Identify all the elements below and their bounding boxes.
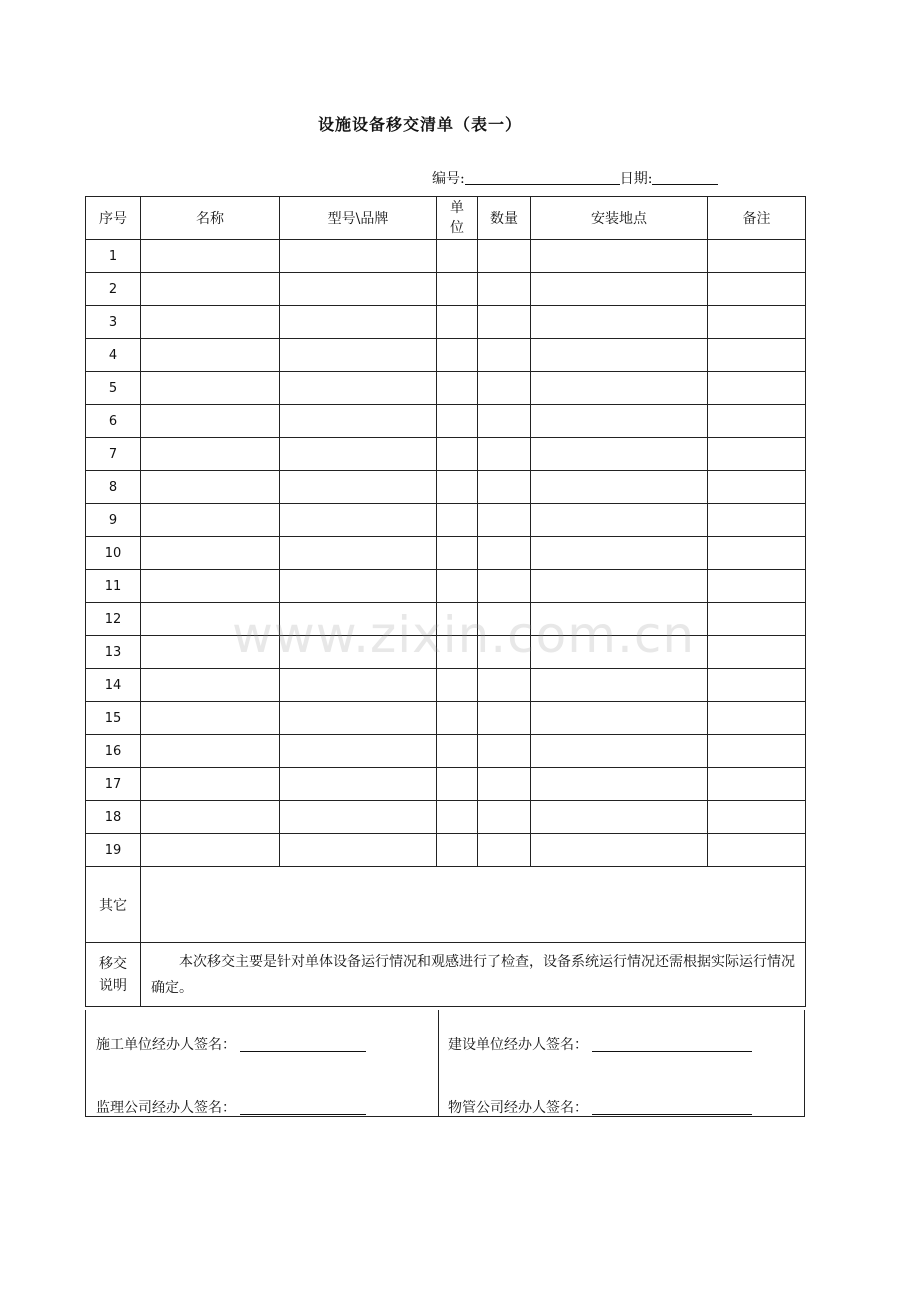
table-cell[interactable] xyxy=(280,372,437,405)
table-cell[interactable] xyxy=(708,471,806,504)
row-index: 1 xyxy=(86,240,141,273)
number-field[interactable] xyxy=(465,170,620,185)
table-cell[interactable] xyxy=(531,570,708,603)
table-cell[interactable] xyxy=(141,735,280,768)
table-cell[interactable] xyxy=(531,636,708,669)
table-row xyxy=(86,405,806,438)
table-cell[interactable] xyxy=(531,603,708,636)
table-cell[interactable] xyxy=(478,537,531,570)
table-cell[interactable] xyxy=(708,372,806,405)
row-index: 11 xyxy=(86,570,141,603)
table-cell[interactable] xyxy=(708,273,806,306)
table-cell[interactable] xyxy=(478,768,531,801)
row-index: 5 xyxy=(86,372,141,405)
table-row xyxy=(86,537,806,570)
construction-signature: 施工单位经办人签名： xyxy=(96,1034,366,1054)
table-cell[interactable] xyxy=(708,801,806,834)
table-cell[interactable] xyxy=(531,504,708,537)
supervisor-signature: 监理公司经办人签名： xyxy=(96,1097,366,1117)
description-text: 本次移交主要是针对单体设备运行情况和观感进行了检查，设备系统运行情况还需根据实际运行情况确定。 xyxy=(141,943,806,1007)
table-cell[interactable] xyxy=(437,669,478,702)
table-cell[interactable] xyxy=(531,768,708,801)
header-name: 名称 xyxy=(141,197,280,240)
table-cell[interactable] xyxy=(708,834,806,867)
table-cell[interactable] xyxy=(708,306,806,339)
table-cell[interactable] xyxy=(478,801,531,834)
header-location: 安装地点 xyxy=(531,197,708,240)
table-cell[interactable] xyxy=(437,537,478,570)
table-cell[interactable] xyxy=(531,801,708,834)
table-cell[interactable] xyxy=(708,735,806,768)
table-cell[interactable] xyxy=(141,306,280,339)
table-cell[interactable] xyxy=(437,438,478,471)
table-cell[interactable] xyxy=(280,603,437,636)
table-cell[interactable] xyxy=(437,768,478,801)
table-cell[interactable] xyxy=(437,570,478,603)
table-cell[interactable] xyxy=(708,768,806,801)
table-row xyxy=(86,570,806,603)
table-cell[interactable] xyxy=(531,438,708,471)
row-index: 3 xyxy=(86,306,141,339)
table-row xyxy=(86,768,806,801)
table-cell[interactable] xyxy=(531,273,708,306)
signature-section xyxy=(85,1010,805,1117)
table-cell[interactable] xyxy=(280,240,437,273)
table-row xyxy=(86,603,806,636)
row-index: 8 xyxy=(86,471,141,504)
other-label: 其它 xyxy=(86,867,141,943)
table-cell[interactable] xyxy=(478,669,531,702)
table-cell[interactable] xyxy=(478,504,531,537)
table-cell[interactable] xyxy=(708,702,806,735)
table-cell[interactable] xyxy=(280,834,437,867)
table-cell[interactable] xyxy=(531,306,708,339)
table-cell[interactable] xyxy=(280,339,437,372)
row-index: 9 xyxy=(86,504,141,537)
table-cell[interactable] xyxy=(437,636,478,669)
table-cell[interactable] xyxy=(141,438,280,471)
property-signature-line[interactable] xyxy=(592,1100,752,1115)
row-index: 7 xyxy=(86,438,141,471)
row-index: 12 xyxy=(86,603,141,636)
table-cell[interactable] xyxy=(141,504,280,537)
table-cell[interactable] xyxy=(141,768,280,801)
builder-signature: 建设单位经办人签名： xyxy=(448,1034,752,1054)
table-cell[interactable] xyxy=(437,504,478,537)
header-remarks: 备注 xyxy=(708,197,806,240)
signature-divider xyxy=(438,1010,439,1116)
other-field[interactable] xyxy=(141,867,806,943)
table-row xyxy=(86,669,806,702)
header-unit: 单 位 xyxy=(437,197,478,240)
table-cell[interactable] xyxy=(437,801,478,834)
table-row xyxy=(86,636,806,669)
table-row xyxy=(86,339,806,372)
table-cell[interactable] xyxy=(478,735,531,768)
table-cell[interactable] xyxy=(141,273,280,306)
table-row xyxy=(86,306,806,339)
table-cell[interactable] xyxy=(708,405,806,438)
table-cell[interactable] xyxy=(280,306,437,339)
table-cell[interactable] xyxy=(531,702,708,735)
table-row xyxy=(86,438,806,471)
header-quantity: 数量 xyxy=(478,197,531,240)
table-cell[interactable] xyxy=(478,438,531,471)
table-cell[interactable] xyxy=(478,570,531,603)
table-row xyxy=(86,735,806,768)
table-cell[interactable] xyxy=(141,372,280,405)
table-cell[interactable] xyxy=(437,702,478,735)
table-cell[interactable] xyxy=(437,834,478,867)
row-index: 15 xyxy=(86,702,141,735)
row-index: 19 xyxy=(86,834,141,867)
description-row xyxy=(86,943,806,1007)
table-cell[interactable] xyxy=(531,834,708,867)
table-cell[interactable] xyxy=(141,801,280,834)
table-cell[interactable] xyxy=(141,834,280,867)
table-header xyxy=(86,197,806,240)
number-label: 编号: xyxy=(432,171,465,187)
table-cell[interactable] xyxy=(141,669,280,702)
description-label: 移交 说明 xyxy=(86,943,141,1007)
table-cell[interactable] xyxy=(280,471,437,504)
table-cell[interactable] xyxy=(280,273,437,306)
table-cell[interactable] xyxy=(437,405,478,438)
table-cell[interactable] xyxy=(437,306,478,339)
table-cell[interactable] xyxy=(437,339,478,372)
row-index: 2 xyxy=(86,273,141,306)
table-cell[interactable] xyxy=(478,405,531,438)
table-cell[interactable] xyxy=(280,768,437,801)
table-cell[interactable] xyxy=(531,471,708,504)
table-row xyxy=(86,702,806,735)
header-index: 序号 xyxy=(86,197,141,240)
table-cell[interactable] xyxy=(478,339,531,372)
table-cell[interactable] xyxy=(531,669,708,702)
table-cell[interactable] xyxy=(141,570,280,603)
form-meta xyxy=(432,168,718,188)
supervisor-signature-line[interactable] xyxy=(240,1100,366,1115)
table-cell[interactable] xyxy=(478,834,531,867)
table-cell[interactable] xyxy=(531,405,708,438)
table-cell[interactable] xyxy=(141,636,280,669)
table-cell[interactable] xyxy=(280,537,437,570)
table-cell[interactable] xyxy=(437,471,478,504)
row-index: 17 xyxy=(86,768,141,801)
table-cell[interactable] xyxy=(478,603,531,636)
table-cell[interactable] xyxy=(708,636,806,669)
table-cell[interactable] xyxy=(280,570,437,603)
table-cell[interactable] xyxy=(708,240,806,273)
header-model-brand: 型号\品牌 xyxy=(280,197,437,240)
table-cell[interactable] xyxy=(141,537,280,570)
table-cell[interactable] xyxy=(531,372,708,405)
table-cell[interactable] xyxy=(708,570,806,603)
table-cell[interactable] xyxy=(141,471,280,504)
date-field[interactable] xyxy=(652,170,718,185)
table-cell[interactable] xyxy=(141,405,280,438)
table-cell[interactable] xyxy=(280,405,437,438)
equipment-table xyxy=(85,196,806,1007)
table-cell[interactable] xyxy=(437,603,478,636)
table-cell[interactable] xyxy=(478,636,531,669)
row-index: 10 xyxy=(86,537,141,570)
table-cell[interactable] xyxy=(708,537,806,570)
table-cell[interactable] xyxy=(280,636,437,669)
table-cell[interactable] xyxy=(437,735,478,768)
table-cell[interactable] xyxy=(478,306,531,339)
table-cell[interactable] xyxy=(141,240,280,273)
table-row xyxy=(86,801,806,834)
table-cell[interactable] xyxy=(531,537,708,570)
property-signature: 物管公司经办人签名： xyxy=(448,1097,752,1117)
table-cell[interactable] xyxy=(478,372,531,405)
table-cell[interactable] xyxy=(708,504,806,537)
table-cell[interactable] xyxy=(531,339,708,372)
table-cell[interactable] xyxy=(280,702,437,735)
table-cell[interactable] xyxy=(437,273,478,306)
row-index: 6 xyxy=(86,405,141,438)
table-row xyxy=(86,471,806,504)
table-row xyxy=(86,372,806,405)
table-cell[interactable] xyxy=(280,669,437,702)
table-cell[interactable] xyxy=(280,801,437,834)
construction-signature-line[interactable] xyxy=(240,1037,366,1052)
table-cell[interactable] xyxy=(478,273,531,306)
table-cell[interactable] xyxy=(478,240,531,273)
row-index: 18 xyxy=(86,801,141,834)
row-index: 16 xyxy=(86,735,141,768)
table-cell[interactable] xyxy=(531,240,708,273)
row-index: 13 xyxy=(86,636,141,669)
table-cell[interactable] xyxy=(478,471,531,504)
row-index: 14 xyxy=(86,669,141,702)
table-cell[interactable] xyxy=(437,372,478,405)
table-cell[interactable] xyxy=(280,438,437,471)
table-row xyxy=(86,273,806,306)
table-cell[interactable] xyxy=(437,240,478,273)
table-cell[interactable] xyxy=(531,735,708,768)
table-cell[interactable] xyxy=(478,702,531,735)
watermark: www.zixin.com.cn xyxy=(232,606,696,664)
table-cell[interactable] xyxy=(280,735,437,768)
table-row xyxy=(86,240,806,273)
page-title: 设施设备移交清单（表一） xyxy=(317,115,522,134)
table-cell[interactable] xyxy=(708,603,806,636)
table-row xyxy=(86,504,806,537)
table-cell[interactable] xyxy=(141,702,280,735)
row-index: 4 xyxy=(86,339,141,372)
table-cell[interactable] xyxy=(141,339,280,372)
table-cell[interactable] xyxy=(141,603,280,636)
table-cell[interactable] xyxy=(708,669,806,702)
table-cell[interactable] xyxy=(708,339,806,372)
date-label: 日期: xyxy=(619,171,653,187)
table-row xyxy=(86,834,806,867)
other-row xyxy=(86,867,806,943)
table-cell[interactable] xyxy=(280,504,437,537)
builder-signature-line[interactable] xyxy=(592,1037,752,1052)
table-cell[interactable] xyxy=(708,438,806,471)
